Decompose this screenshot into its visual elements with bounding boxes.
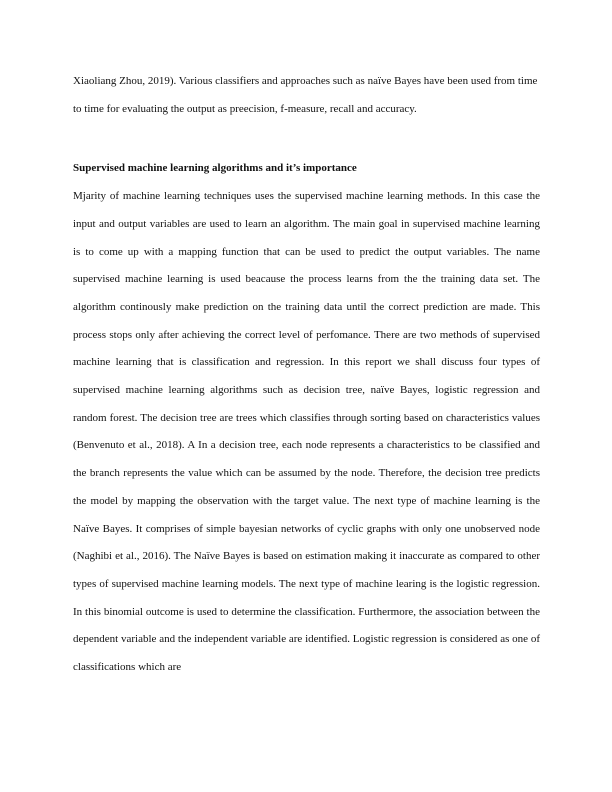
section-heading: Supervised machine learning algorithms and it’s importance (73, 162, 357, 175)
body-paragraph: Mjarity of machine learning techniques uses the supervised machine learning methods. In this case the input and output variables are used to learn an algorithm. The main goal in supervised machine learning is to come up with a mapping function that can be used to predict the output variables. The name supervised machine learning is used beacause the process learns from the the training data set. The algorithm continously make prediction on the training data until the correct prediction are made. This process stops only after achieving the correct level of perfomance. There are two methods of supervised machine learning that is classification and regression. In this report we shall discuss four types of supervised machine learning algorithms such as decision tree, naïve Bayes, logistic regression and random forest. The decision tree are trees which classifies through sorting based on characteristics values (Benvenuto et al., 2018). A In a decision tree, each node represents a characteristics to be classified and the branch represents the value which can be assumed by the node. Therefore, the decision tree predicts the model by mapping the observation with the target value. The next type of machine learning is the Naïve Bayes. It comprises of simple bayesian networks of cyclic graphs with only one unobserved node (Naghibi et al., 2016). The Naïve Bayes is based on estimation making it inaccurate as compared to other types of supervised machine learning models. The next type of machine learing is the logistic regression. In this binomial outcome is used to determine the classification. Furthermore, the association between the dependent variable and the independent variable are identified. Logistic regression is considered as one of classifications which are (73, 190, 540, 674)
intro-paragraph: Xiaoliang Zhou, 2019). Various classifiers and approaches such as naïve Bayes have been used from time to time for evaluating the output as preecision, f-measure, recall and accuracy. (73, 75, 538, 115)
page-content (73, 68, 540, 682)
